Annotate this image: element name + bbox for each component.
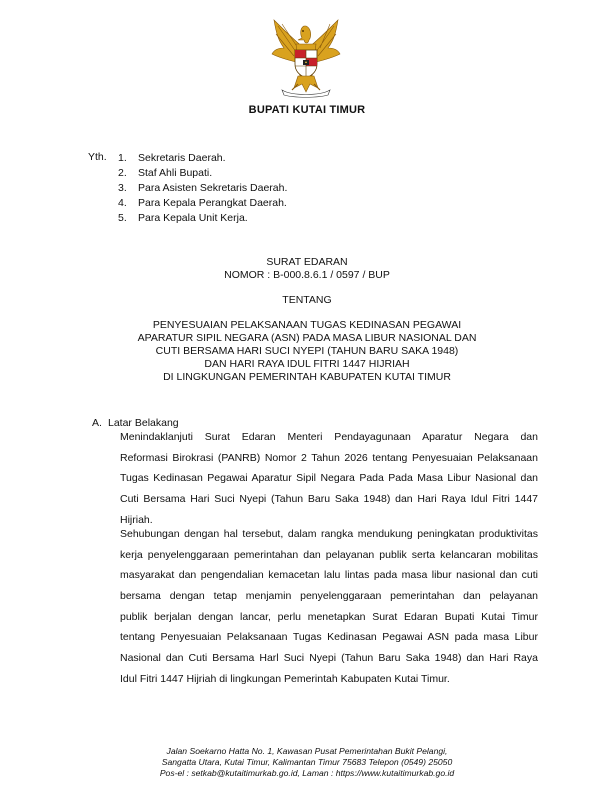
background-paragraph-2 bbox=[120, 524, 538, 690]
paragraph-line: bersama dengan tetap menjamin penyelenggaraan pemerintahan dan pelayanan bbox=[120, 590, 538, 603]
paragraph-line: masyarakat dan pengendalian kemacetan lalu lintas pada masa libur nasional dan cuti bbox=[120, 569, 538, 582]
list-item: 1. Sekretaris Daerah. bbox=[118, 152, 226, 164]
office-title: BUPATI KUTAI TIMUR bbox=[248, 104, 366, 116]
recipient-name: Sekretaris Daerah. bbox=[138, 152, 226, 164]
letter-subject bbox=[0, 319, 614, 384]
garuda-emblem-icon bbox=[268, 18, 344, 98]
subject-line: APARATUR SIPIL NEGARA (ASN) PADA MASA LIBUR NASIONAL DAN bbox=[137, 332, 477, 344]
paragraph-line: Nasional dan Cuti Bersama Harl Suci Nyepi (Tahun Baru Saka 1948) dan Hari Raya bbox=[120, 652, 538, 665]
paragraph-line: kerja penyelenggaraan pemerintahan dan pelayanan publik serta kelancaran mobilitas bbox=[120, 548, 538, 561]
footer-contact-line: Pos-el : setkab@kutaitimurkab.go.id, Laman : https://www.kutaitimurkab.go.id bbox=[159, 768, 455, 778]
subject-line: PENYESUAIAN PELAKSANAAN TUGAS KEDINASAN PEGAWAI bbox=[152, 319, 462, 331]
letterhead-footer bbox=[0, 746, 614, 779]
paragraph-line: Reformasi Birokrasi (PANRB) Nomor 2 Tahun 2026 tentang Penyesuaian Pelaksanaan bbox=[120, 451, 538, 464]
subject-line: CUTI BERSAMA HARI SUCI NYEPI (TAHUN BARU SAKA 1948) bbox=[155, 345, 459, 357]
subject-line: DAN HARI RAYA IDUL FITRI 1447 HIJRIAH bbox=[204, 358, 410, 370]
paragraph-line: Sehubungan dengan hal tersebut, dalam rangka mendukung peningkatan produktivitas bbox=[120, 528, 538, 540]
footer-address-line: Sangatta Utara, Kutai Timur, Kalimantan Timur 75683 Telepon (0549) 25050 bbox=[161, 757, 453, 767]
tentang-heading: TENTANG bbox=[282, 294, 332, 306]
recipient-name: Para Asisten Sekretaris Daerah. bbox=[138, 182, 288, 194]
paragraph-line: Menindaklanjuti Surat Edaran Menteri Pendayagunaan Aparatur Negara dan bbox=[120, 431, 538, 443]
recipient-name: Para Kepala Perangkat Daerah. bbox=[138, 197, 287, 209]
letter-type: SURAT EDARAN bbox=[266, 256, 348, 268]
recipient-name: Staf Ahli Bupati. bbox=[138, 167, 213, 179]
recipient-name: Para Kepala Unit Kerja. bbox=[138, 212, 248, 224]
list-item: 3. Para Asisten Sekretaris Daerah. bbox=[118, 182, 288, 194]
section-heading: A. Latar Belakang bbox=[92, 417, 179, 429]
footer-address-line: Jalan Soekarno Hatta No. 1, Kawasan Pusat Pemerintahan Bukit Pelangi, bbox=[166, 746, 448, 756]
subject-line: DI LINGKUNGAN PEMERINTAH KABUPATEN KUTAI TIMUR bbox=[163, 371, 451, 383]
paragraph-line: tentang Penyesuaian Pelaksanaan Tugas Kedinasan Pegawai ASN pada masa Libur bbox=[120, 631, 538, 644]
list-item: 2. Staf Ahli Bupati. bbox=[118, 167, 213, 179]
list-item: 4. Para Kepala Perangkat Daerah. bbox=[118, 197, 287, 209]
paragraph-line: Cuti Bersama Hari Suci Nyepi (Tahun Baru Saka 1948) dan Hari Raya Idul Fitri 1447 bbox=[120, 493, 538, 506]
letter-number: NOMOR : B-000.8.6.1 / 0597 / BUP bbox=[224, 269, 390, 281]
paragraph-line: Idul Fitri 1447 Hijriah di lingkungan Pemerintah Kabupaten Kutai Timur. bbox=[120, 672, 450, 685]
background-paragraph-1 bbox=[120, 427, 538, 530]
addressee-label: Yth. bbox=[88, 151, 107, 163]
paragraph-line: Hijriah. bbox=[120, 513, 153, 526]
section-title: Latar Belakang bbox=[108, 417, 179, 429]
paragraph-line: publik berjalan dengan lancar, perlu menetapkan Surat Edaran Bupati Kutai Timur bbox=[120, 610, 538, 623]
recipient-list bbox=[118, 151, 287, 226]
list-item: 5. Para Kepala Unit Kerja. bbox=[118, 212, 248, 224]
paragraph-line: Tugas Kedinasan Pegawai Aparatur Sipil Negara Pada Pada Masa Libur Nasional dan bbox=[120, 472, 538, 485]
